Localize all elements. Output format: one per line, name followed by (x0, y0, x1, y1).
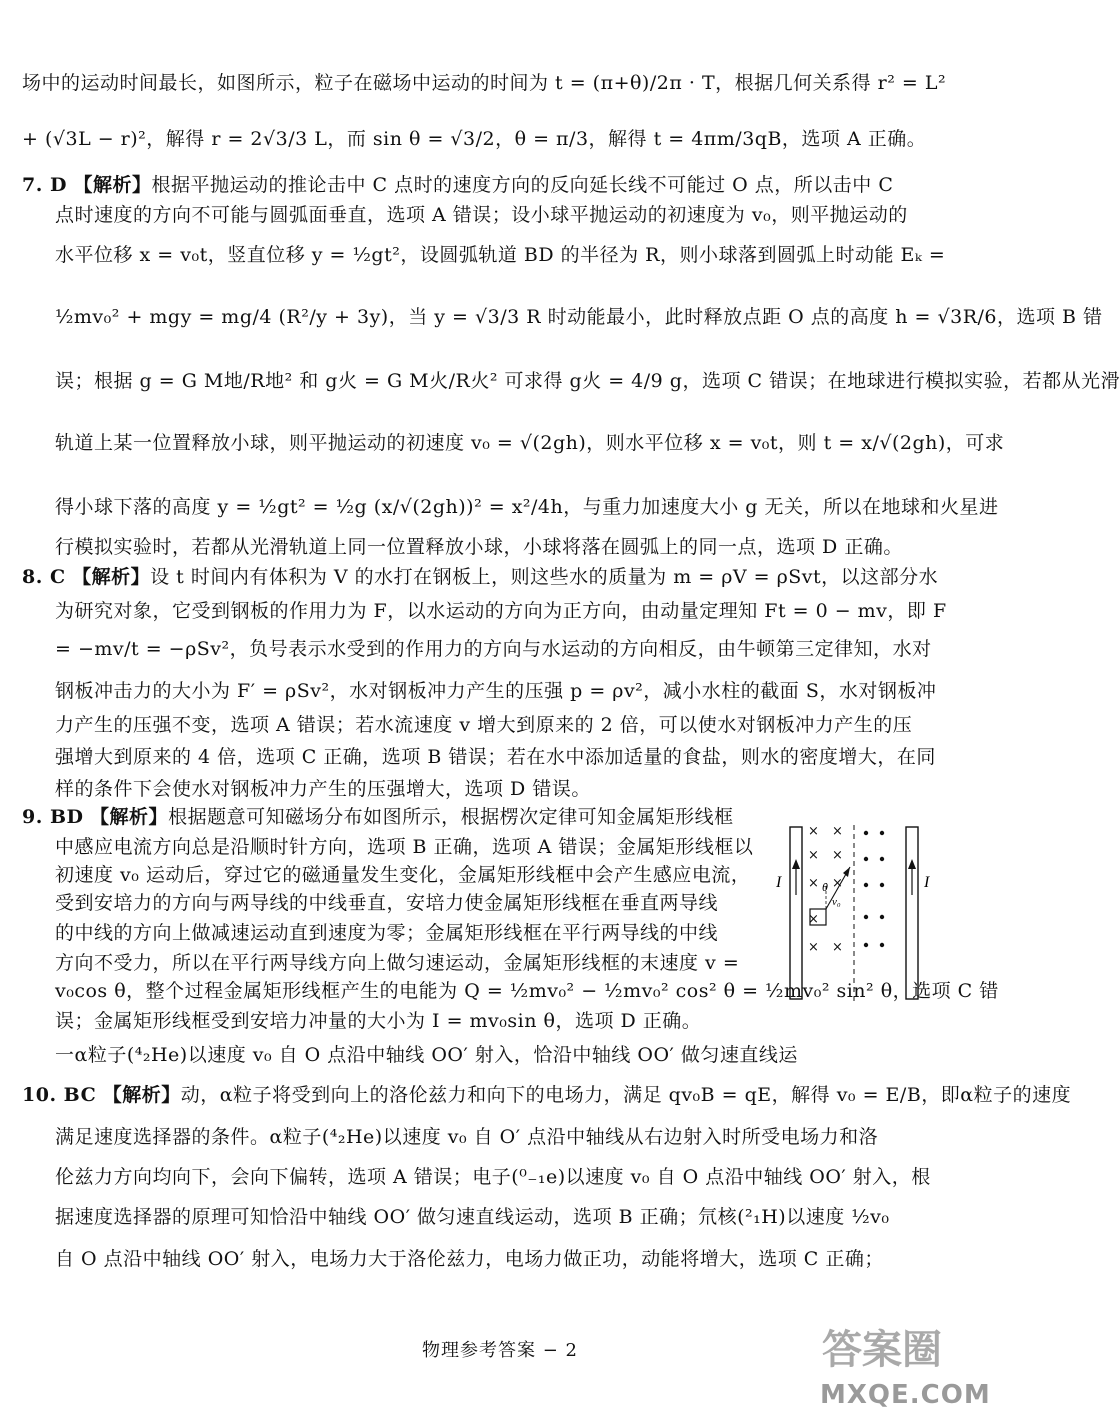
field-dot (864, 857, 868, 861)
field-dot (880, 943, 884, 947)
text-line: 点时速度的方向不可能与圆弧面垂直，选项 A 错误；设小球平抛运动的初速度为 v₀，则平抛运动的 (55, 204, 908, 226)
question-10-line (22, 1086, 1071, 1105)
question-number: 7. D (22, 174, 67, 196)
field-dot (880, 857, 884, 861)
text-line: 强增大到原来的 4 倍，选项 C 正确，选项 B 错误；若在水中添加适量的食盐，则水的密度增大，在同 (55, 746, 936, 768)
right-current-arrowhead (908, 859, 916, 869)
field-cross: × (808, 940, 819, 955)
field-cross: × (832, 940, 843, 955)
text-line: 伦兹力方向均向下，会向下偏转，选项 A 错误；电子(⁰₋₁e)以速度 v₀ 自 O 点沿中轴线 OO′ 射入，根 (55, 1166, 931, 1188)
text-line: 根据题意可知磁场分布如图所示，根据楞次定律可知金属矩形线框 (168, 806, 734, 828)
analysis-tag: 【解析】 (72, 566, 151, 588)
watermark-url: MXQE.COM (820, 1380, 991, 1410)
field-cross: × (808, 876, 819, 891)
text-line: 中感应电流方向总是沿顺时针方向，选项 B 正确，选项 A 错误；金属矩形线框以 (55, 836, 754, 858)
field-dot (864, 883, 868, 887)
field-dot (880, 883, 884, 887)
text-line: ½mv₀² + mgy = mg/4 (R²/y + 3y)，当 y = √3/3 R 时动能最小，此时释放点距 O 点的高度 h = √3R/6，选项 B 错 (55, 306, 1103, 328)
field-dot (880, 831, 884, 835)
text-line: 自 O 点沿中轴线 OO′ 射入，电场力大于洛伦兹力，电场力做正功，动能将增大，选项 C 正确； (55, 1248, 884, 1270)
text-line: 的中线的方向上做减速运动直到速度为零；金属矩形线框在平行两导线的中线 (55, 922, 719, 944)
question-7-line (22, 176, 893, 195)
text-line: 设 t 时间内有体积为 V 的水打在钢板上，则这些水的质量为 m = ρV = ρSvt，以这部分水 (150, 566, 939, 588)
text-line: 误；根据 g = G M地/R地² 和 g火 = G M火/R火² 可求得 g火 = 4/9 g，选项 C 错误；在地球进行模拟实验，若都从光滑 (55, 370, 1120, 392)
theta-label: θ (822, 880, 828, 894)
field-dot (864, 831, 868, 835)
field-cross: × (808, 824, 819, 839)
text-line: 满足速度选择器的条件。α粒子(⁴₂He)以速度 v₀ 自 O′ 点沿中轴线从右边射入时所受电场力和洛 (55, 1126, 879, 1148)
text-line: 得小球下落的高度 y = ½gt² = ½g (x/√(2gh))² = x²/4h，与重力加速度大小 g 无关，所以在地球和火星进 (55, 496, 999, 518)
text-line: 力产生的压强不变，选项 A 错误；若水流速度 v 增大到原来的 2 倍，可以使水对钢板冲力产生的压 (55, 714, 913, 736)
text-line: = −mv/t = −ρSv²，负号表示水受到的作用力的方向与水运动的方向相反，由牛顿第三定律知，水对 (55, 638, 932, 660)
text-line: 据速度选择器的原理可知恰沿中轴线 OO′ 做匀速直线运动，选项 B 正确；氘核(²₁H)以速度 ½v₀ (55, 1206, 890, 1228)
right-current-label: I (924, 874, 930, 891)
question-8-line (22, 568, 938, 587)
text-line: 受到安培力的方向与两导线的中线垂直，安培力使金属矩形线框在垂直两导线 (55, 892, 719, 914)
question-number: 9. BD (22, 806, 84, 828)
text-line: 一α粒子(⁴₂He)以速度 v₀ 自 O 点沿中轴线 OO′ 射入，恰沿中轴线 OO′ 做匀速直线运 (55, 1044, 798, 1066)
analysis-tag: 【解析】 (73, 174, 152, 196)
right-wire (906, 827, 918, 999)
magnetic-field-figure (770, 825, 940, 1005)
watermark-logo: 答案圈 (822, 1327, 942, 1373)
text-line: v₀cos θ，整个过程金属矩形线框产生的电能为 Q = ½mv₀² − ½mv₀² cos² θ = ½mv₀² sin² θ，选项 C 错 (55, 980, 999, 1002)
left-current-arrowhead (792, 859, 800, 869)
question-number: 8. C (22, 566, 66, 588)
text-line: 根据平抛运动的推论击中 C 点时的速度方向的反向延长线不可能过 O 点，所以击中 C (151, 174, 894, 196)
page-footer: 物理参考答案 − 2 (422, 1340, 578, 1361)
field-cross: × (832, 848, 843, 863)
analysis-tag: 【解析】 (90, 806, 169, 828)
text-line: 场中的运动时间最长，如图所示，粒子在磁场中运动的时间为 t = (π+θ)/2π · T，根据几何关系得 r² = L² (22, 72, 947, 94)
left-current-label: I (776, 874, 782, 891)
text-line: 为研究对象，它受到钢板的作用力为 F，以水运动的方向为正方向，由动量定理知 Ft = 0 − mv，即 F (55, 600, 947, 622)
text-line: 轨道上某一位置释放小球，则平抛运动的初速度 v₀ = √(2gh)，则水平位移 x = v₀t，则 t = x/√(2gh)，可求 (55, 432, 1005, 454)
field-cross: × (808, 912, 819, 927)
text-line: 误；金属矩形线框受到安培力冲量的大小为 I = mv₀sin θ，选项 D 正确。 (55, 1010, 702, 1032)
field-dot (864, 943, 868, 947)
text-line: 初速度 v₀ 运动后，穿过它的磁通量发生变化，金属矩形线框中会产生感应电流， (55, 864, 751, 886)
text-line: 动，α粒子将受到向上的洛伦兹力和向下的电场力，满足 qv₀B = qE，解得 v₀ = E/B，即α粒子的速度 (180, 1084, 1072, 1106)
field-cross: × (832, 876, 843, 891)
velocity-arrowhead (843, 867, 850, 877)
text-line: + (√3L − r)²，解得 r = 2√3/3 L，而 sin θ = √3/2，θ = π/3，解得 t = 4πm/3qB，选项 A 正确。 (22, 128, 927, 150)
field-dot (864, 915, 868, 919)
text-line: 样的条件下会使水对钢板冲力产生的压强增大，选项 D 错误。 (55, 778, 591, 800)
field-cross: × (832, 824, 843, 839)
text-line: 方向不受力，所以在平行两导线方向上做匀速运动，金属矩形线框的末速度 v = (55, 952, 740, 974)
v0-label: v₀ (832, 896, 841, 908)
field-dot (880, 915, 884, 919)
left-wire (790, 827, 802, 999)
question-9-line (22, 808, 734, 827)
text-line: 水平位移 x = v₀t，竖直位移 y = ½gt²，设圆弧轨道 BD 的半径为 R，则小球落到圆弧上时动能 Eₖ = (55, 244, 946, 266)
text-line: 钢板冲击力的大小为 F′ = ρSv²，水对钢板冲力产生的压强 p = ρv²，减小水柱的截面 S，水对钢板冲 (55, 680, 937, 702)
field-cross: × (808, 848, 819, 863)
analysis-tag: 【解析】 (102, 1084, 181, 1106)
text-line: 行模拟实验时，若都从光滑轨道上同一位置释放小球，小球将落在圆弧上的同一点，选项 D 正确。 (55, 536, 903, 558)
question-number: 10. BC (22, 1084, 97, 1106)
